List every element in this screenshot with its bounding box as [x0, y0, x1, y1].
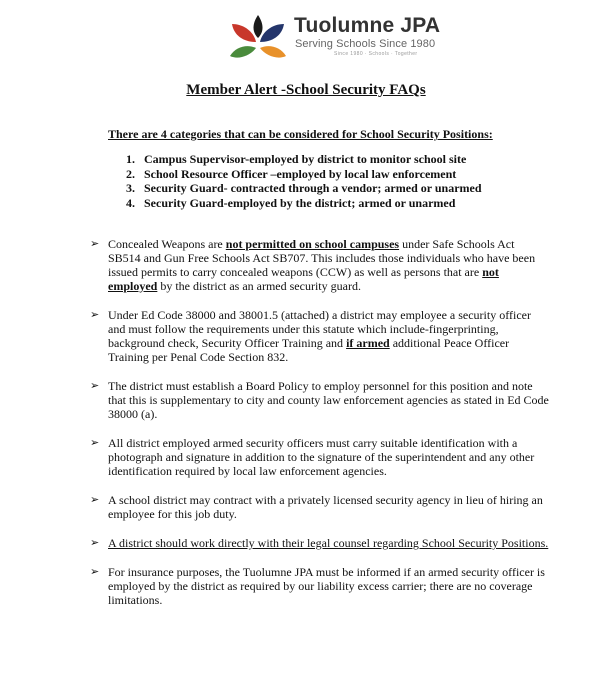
logo-petal-right — [260, 24, 284, 42]
category-item: 1. Campus Supervisor-employed by district to monitor school site — [126, 152, 467, 166]
logo-brand-name: Tuolumne JPA — [294, 14, 441, 37]
faq-point-ed-code: ➢ Under Ed Code 38000 and 38001.5 (attached) a district may employee a security officer and must follow the requirements under this statute which include-fingerprinting, background check, Security Officer Training and if armed additional Peace Officer Training per Penal Code Section 832. — [90, 308, 531, 364]
logo-subtag: Since 1980 · Schools · Together — [334, 51, 418, 57]
logo — [226, 12, 441, 62]
arrow-bullet-icon: ➢ — [90, 494, 100, 506]
faq-point-insurance: ➢ For insurance purposes, the Tuolumne JPA must be informed if an armed security officer is employed by the district as required by our liability excess carrier; there are no coverage limitations. — [90, 565, 545, 607]
arrow-bullet-icon: ➢ — [90, 309, 100, 321]
logo-petal-bottom-left — [230, 46, 256, 58]
arrow-bullet-icon: ➢ — [90, 238, 100, 250]
logo-petal-bottom-right — [260, 46, 286, 58]
faq-point-board-policy: ➢ The district must establish a Board Policy to employ personnel for this position and note that this is supplementary to city and county law enforcement agencies as stated in Ed Code 38000 (a). — [90, 379, 549, 421]
lotus-logo-icon — [226, 12, 290, 62]
arrow-bullet-icon: ➢ — [90, 437, 100, 449]
category-item: 4. Security Guard-employed by the district; armed or unarmed — [126, 195, 456, 210]
logo-tagline: Serving Schools Since 1980 — [295, 38, 436, 50]
faq-point-legal-counsel: ➢ A district should work directly with their legal counsel regarding School Security Positions. — [90, 536, 549, 550]
arrow-bullet-icon: ➢ — [90, 537, 100, 549]
categories-list — [108, 152, 482, 210]
arrow-bullet-icon: ➢ — [90, 380, 100, 392]
faq-bullet-list — [90, 237, 550, 622]
faq-point-identification: ➢ All district employed armed security officers must carry suitable identification with a photograph and signature in addition to the signature of the superintendent and any other identification required by local law enforcement agencies. — [90, 436, 535, 478]
faq-point-concealed-weapons: ➢ Concealed Weapons are not permitted on school campuses under Safe Schools Act SB514 and Gun Free Schools Act SB707. This includes those individuals who have been issued permits to carry concealed weapons (CCW) as well as persons that are not employed by the district as an armed security guard. — [90, 237, 536, 293]
page-title: Member Alert -School Security FAQs — [186, 82, 426, 98]
category-item: 3. Security Guard- contracted through a vendor; armed or unarmed — [126, 181, 482, 195]
category-item: 2. School Resource Officer –employed by local law enforcement — [126, 166, 457, 181]
faq-point-contract-agency: ➢ A school district may contract with a privately licensed security agency in lieu of hiring an employee for this job duty. — [90, 493, 543, 521]
logo-petal-top — [254, 15, 263, 38]
arrow-bullet-icon: ➢ — [90, 566, 100, 578]
categories-intro: There are 4 categories that can be considered for School Security Positions: — [108, 127, 493, 141]
logo-petal-left — [232, 24, 256, 42]
